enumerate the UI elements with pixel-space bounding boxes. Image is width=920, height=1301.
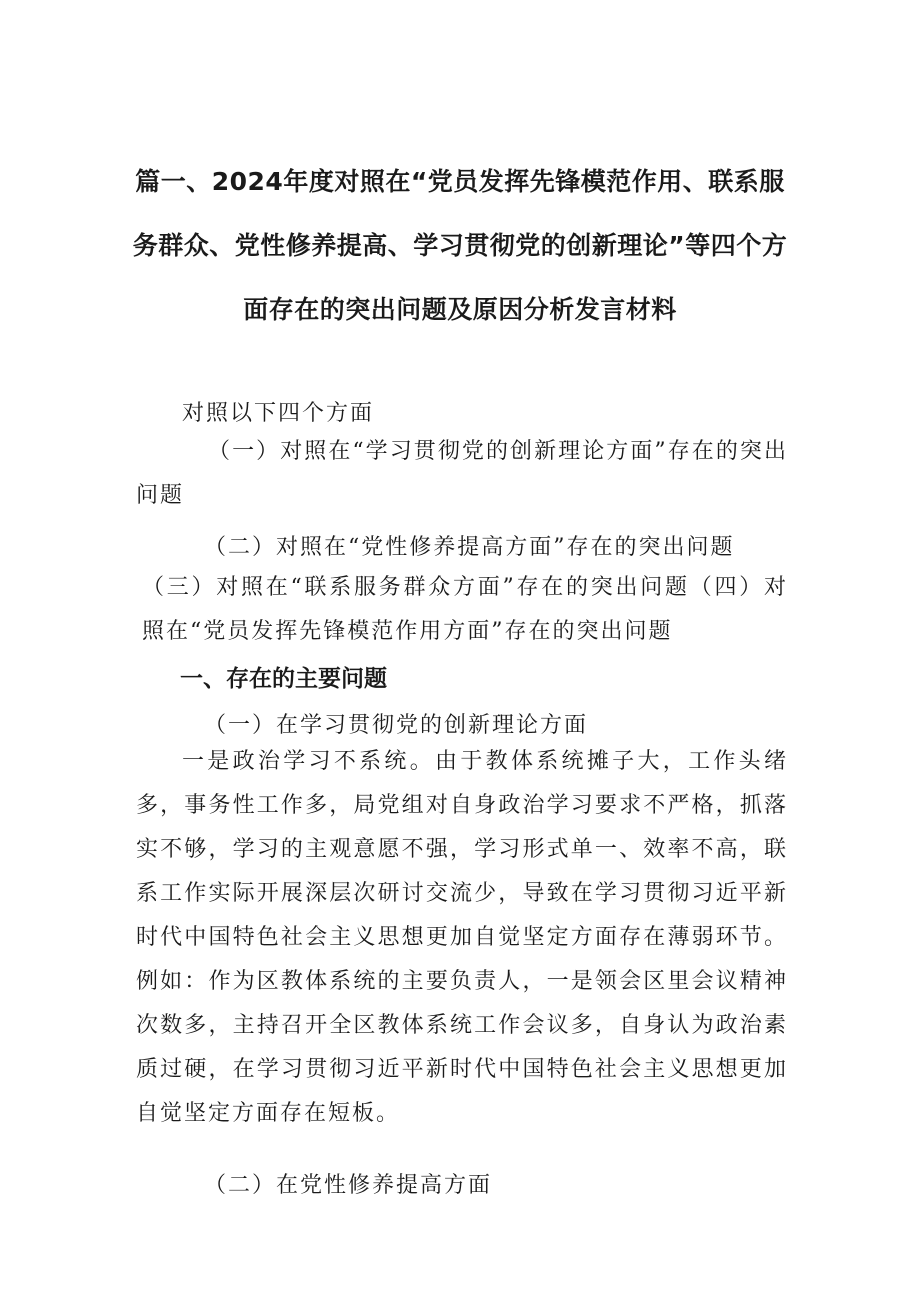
aspect-item-1: （一）对照在“学习贯彻党的创新理论方面”存在的突出问题 bbox=[136, 439, 788, 508]
subsection-paragraph-political-study: 一是政治学习不系统。由于教体系统摊子大，工作头绪多，事务性工作多，局党组对自身政治学习要求不严格，抓落实不够，学习的主观意愿不强，学习形式单一、效率不高，联系工作实际开展深层次研讨交流少，导致在学习贯彻习近平新时代中国特色社会主义思想更加自觉坚定方面存在薄弱环节。例如：作为区教体系统的主要负责人，一是领会区里会议精神次数多，主持召开全区教体系统工作会议多，自身认为政治素质过硬，在学习贯彻习近平新时代中国特色社会主义思想更加自觉坚定方面存在短板。 bbox=[136, 749, 788, 1126]
aspect-item-2: （二）对照在“党性修养提高方面”存在的突出问题 bbox=[204, 535, 735, 560]
subsection-heading-innovation-theory: （一）在学习贯彻党的创新理论方面 bbox=[204, 713, 589, 738]
intro-label: 对照以下四个方面 bbox=[182, 401, 375, 426]
document-title: 篇一、2024年度对照在“党员发挥先锋模范作用、联系服务群众、党性修养提高、学习贯彻党的创新理论”等四个方面存在的突出问题及原因分析发言材料 bbox=[132, 167, 788, 324]
section-heading-main-problems: 一、存在的主要问题 bbox=[180, 666, 387, 692]
subsection-heading-party-spirit: （二）在党性修养提高方面 bbox=[204, 1173, 493, 1198]
aspect-item-3-4: （三）对照在“联系服务群众方面”存在的突出问题（四）对照在“党员发挥先锋模范作用方面”存在的突出问题 bbox=[142, 575, 788, 644]
